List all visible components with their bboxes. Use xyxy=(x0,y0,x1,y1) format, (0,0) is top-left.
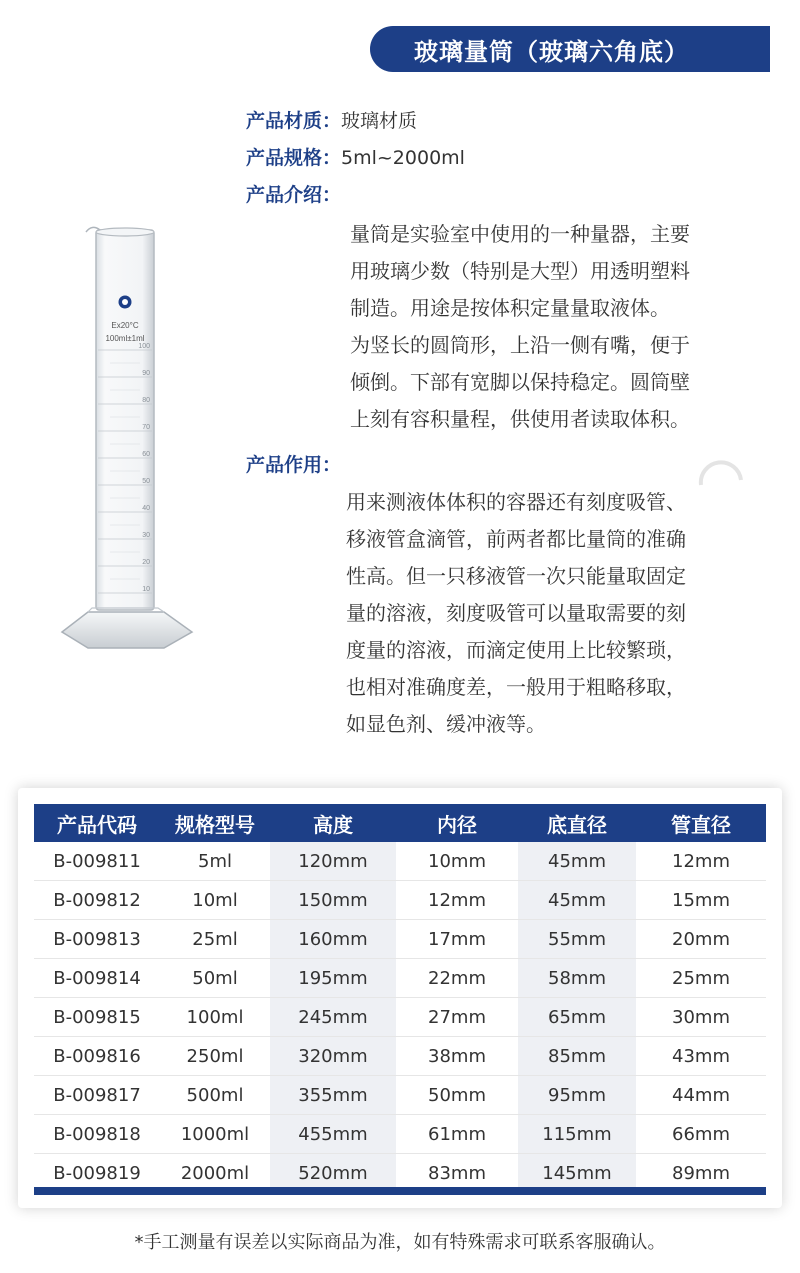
header-tube-diameter: 管直径 xyxy=(636,804,766,842)
cell-code: B-009818 xyxy=(34,1115,160,1154)
cell-tube-diameter: 12mm xyxy=(636,842,766,881)
cylinder-capacity-text: 100ml±1ml xyxy=(105,334,145,343)
decorative-arc-icon xyxy=(696,460,746,490)
scale-label: 20 xyxy=(142,559,150,566)
intro-line: 量筒是实验室中使用的一种量器，主要 xyxy=(350,222,690,246)
scale-label: 50 xyxy=(142,478,150,485)
header-height: 高度 xyxy=(270,804,396,842)
usage-line: 度量的溶液，而滴定使用上比较繁琐， xyxy=(346,638,686,662)
cell-base-diameter: 65mm xyxy=(518,998,636,1037)
cell-model: 2000ml xyxy=(160,1154,270,1193)
table-footer-bar xyxy=(34,1187,766,1195)
cell-inner-diameter: 27mm xyxy=(396,998,518,1037)
table-row xyxy=(34,998,766,1037)
cell-tube-diameter: 89mm xyxy=(636,1154,766,1193)
header-model: 规格型号 xyxy=(160,804,270,842)
spec-row xyxy=(246,145,465,171)
cell-inner-diameter: 17mm xyxy=(396,920,518,959)
intro-paragraph xyxy=(350,216,690,438)
cell-model: 5ml xyxy=(160,842,270,881)
header-inner-diameter: 内径 xyxy=(396,804,518,842)
usage-paragraph xyxy=(346,484,686,743)
usage-line: 性高。但一只移液管一次只能量取固定 xyxy=(346,564,686,588)
usage-label: 产品作用： xyxy=(246,454,342,476)
header-base-diameter: 底直径 xyxy=(518,804,636,842)
cell-tube-diameter: 30mm xyxy=(636,998,766,1037)
usage-row xyxy=(246,452,341,478)
table-row xyxy=(34,1115,766,1154)
cell-tube-diameter: 43mm xyxy=(636,1037,766,1076)
intro-label: 产品介绍： xyxy=(246,184,342,206)
cell-tube-diameter: 20mm xyxy=(636,920,766,959)
cylinder-brand-text: Ex20°C xyxy=(111,321,139,330)
cell-tube-diameter: 25mm xyxy=(636,959,766,998)
spec-table xyxy=(34,804,766,1193)
scale-label: 30 xyxy=(142,532,150,539)
scale-label: 80 xyxy=(142,397,150,404)
cell-inner-diameter: 12mm xyxy=(396,881,518,920)
product-title-banner xyxy=(370,26,770,72)
table-header-row xyxy=(34,804,766,842)
usage-line: 移液管盒滴管，前两者都比量筒的准确 xyxy=(346,527,686,551)
scale-label: 10 xyxy=(142,586,150,593)
cell-code: B-009819 xyxy=(34,1154,160,1193)
table-row xyxy=(34,881,766,920)
cell-base-diameter: 85mm xyxy=(518,1037,636,1076)
table-row xyxy=(34,920,766,959)
scale-label: 40 xyxy=(142,505,150,512)
cell-inner-diameter: 10mm xyxy=(396,842,518,881)
table-row xyxy=(34,959,766,998)
cell-height: 160mm xyxy=(270,920,396,959)
cell-code: B-009813 xyxy=(34,920,160,959)
table-row xyxy=(34,842,766,881)
cell-inner-diameter: 83mm xyxy=(396,1154,518,1193)
intro-line: 用玻璃少数（特别是大型）用透明塑料 xyxy=(350,259,690,283)
cell-base-diameter: 45mm xyxy=(518,842,636,881)
cell-inner-diameter: 22mm xyxy=(396,959,518,998)
cell-base-diameter: 115mm xyxy=(518,1115,636,1154)
cell-height: 355mm xyxy=(270,1076,396,1115)
scale-label: 90 xyxy=(142,370,150,377)
intro-line: 上刻有容积量程，供使用者读取体积。 xyxy=(350,407,690,431)
cell-height: 150mm xyxy=(270,881,396,920)
cell-height: 455mm xyxy=(270,1115,396,1154)
cell-tube-diameter: 44mm xyxy=(636,1076,766,1115)
usage-line: 也相对准确度差，一般用于粗略移取， xyxy=(346,675,686,699)
cell-code: B-009814 xyxy=(34,959,160,998)
spec-label: 产品规格： xyxy=(246,147,342,169)
scale-label: 60 xyxy=(142,451,150,458)
usage-line: 量的溶液，刻度吸管可以量取需要的刻 xyxy=(346,601,686,625)
cell-model: 50ml xyxy=(160,959,270,998)
cell-model: 10ml xyxy=(160,881,270,920)
cell-code: B-009812 xyxy=(34,881,160,920)
cell-code: B-009815 xyxy=(34,998,160,1037)
cell-base-diameter: 55mm xyxy=(518,920,636,959)
intro-line: 为竖长的圆筒形，上沿一侧有嘴，便于 xyxy=(350,333,690,357)
table-row xyxy=(34,1076,766,1115)
cell-inner-diameter: 61mm xyxy=(396,1115,518,1154)
cell-model: 500ml xyxy=(160,1076,270,1115)
cell-model: 100ml xyxy=(160,998,270,1037)
cell-model: 25ml xyxy=(160,920,270,959)
cell-base-diameter: 95mm xyxy=(518,1076,636,1115)
graduated-cylinder-image xyxy=(52,220,202,660)
header-code: 产品代码 xyxy=(34,804,160,842)
cell-base-diameter: 58mm xyxy=(518,959,636,998)
intro-line: 倾倒。下部有宽脚以保持稳定。圆筒壁 xyxy=(350,370,690,394)
material-label: 产品材质： xyxy=(246,110,342,132)
cell-height: 120mm xyxy=(270,842,396,881)
spec-value: 5ml~2000ml xyxy=(341,147,465,169)
cell-model: 1000ml xyxy=(160,1115,270,1154)
intro-line: 制造。用途是按体积定量量取液体。 xyxy=(350,296,670,320)
cell-inner-diameter: 38mm xyxy=(396,1037,518,1076)
product-title: 玻璃量筒（玻璃六角底） xyxy=(414,37,689,66)
cell-code: B-009816 xyxy=(34,1037,160,1076)
measurement-note: *手工测量有误差以实际商品为准，如有特殊需求可联系客服确认。 xyxy=(134,1232,666,1253)
cell-height: 520mm xyxy=(270,1154,396,1193)
usage-line: 用来测液体体积的容器还有刻度吸管、 xyxy=(346,490,686,514)
cell-height: 320mm xyxy=(270,1037,396,1076)
cell-inner-diameter: 50mm xyxy=(396,1076,518,1115)
cell-code: B-009817 xyxy=(34,1076,160,1115)
cell-base-diameter: 45mm xyxy=(518,881,636,920)
cell-base-diameter: 145mm xyxy=(518,1154,636,1193)
cell-model: 250ml xyxy=(160,1037,270,1076)
scale-label: 70 xyxy=(142,424,150,431)
intro-row xyxy=(246,182,341,208)
table-row xyxy=(34,1037,766,1076)
cell-height: 245mm xyxy=(270,998,396,1037)
cell-tube-diameter: 15mm xyxy=(636,881,766,920)
scale-label: 100 xyxy=(138,343,150,350)
usage-line: 如显色剂、缓冲液等。 xyxy=(346,712,546,736)
cell-code: B-009811 xyxy=(34,842,160,881)
material-value: 玻璃材质 xyxy=(341,110,418,132)
cell-tube-diameter: 66mm xyxy=(636,1115,766,1154)
material-row xyxy=(246,108,417,134)
cell-height: 195mm xyxy=(270,959,396,998)
